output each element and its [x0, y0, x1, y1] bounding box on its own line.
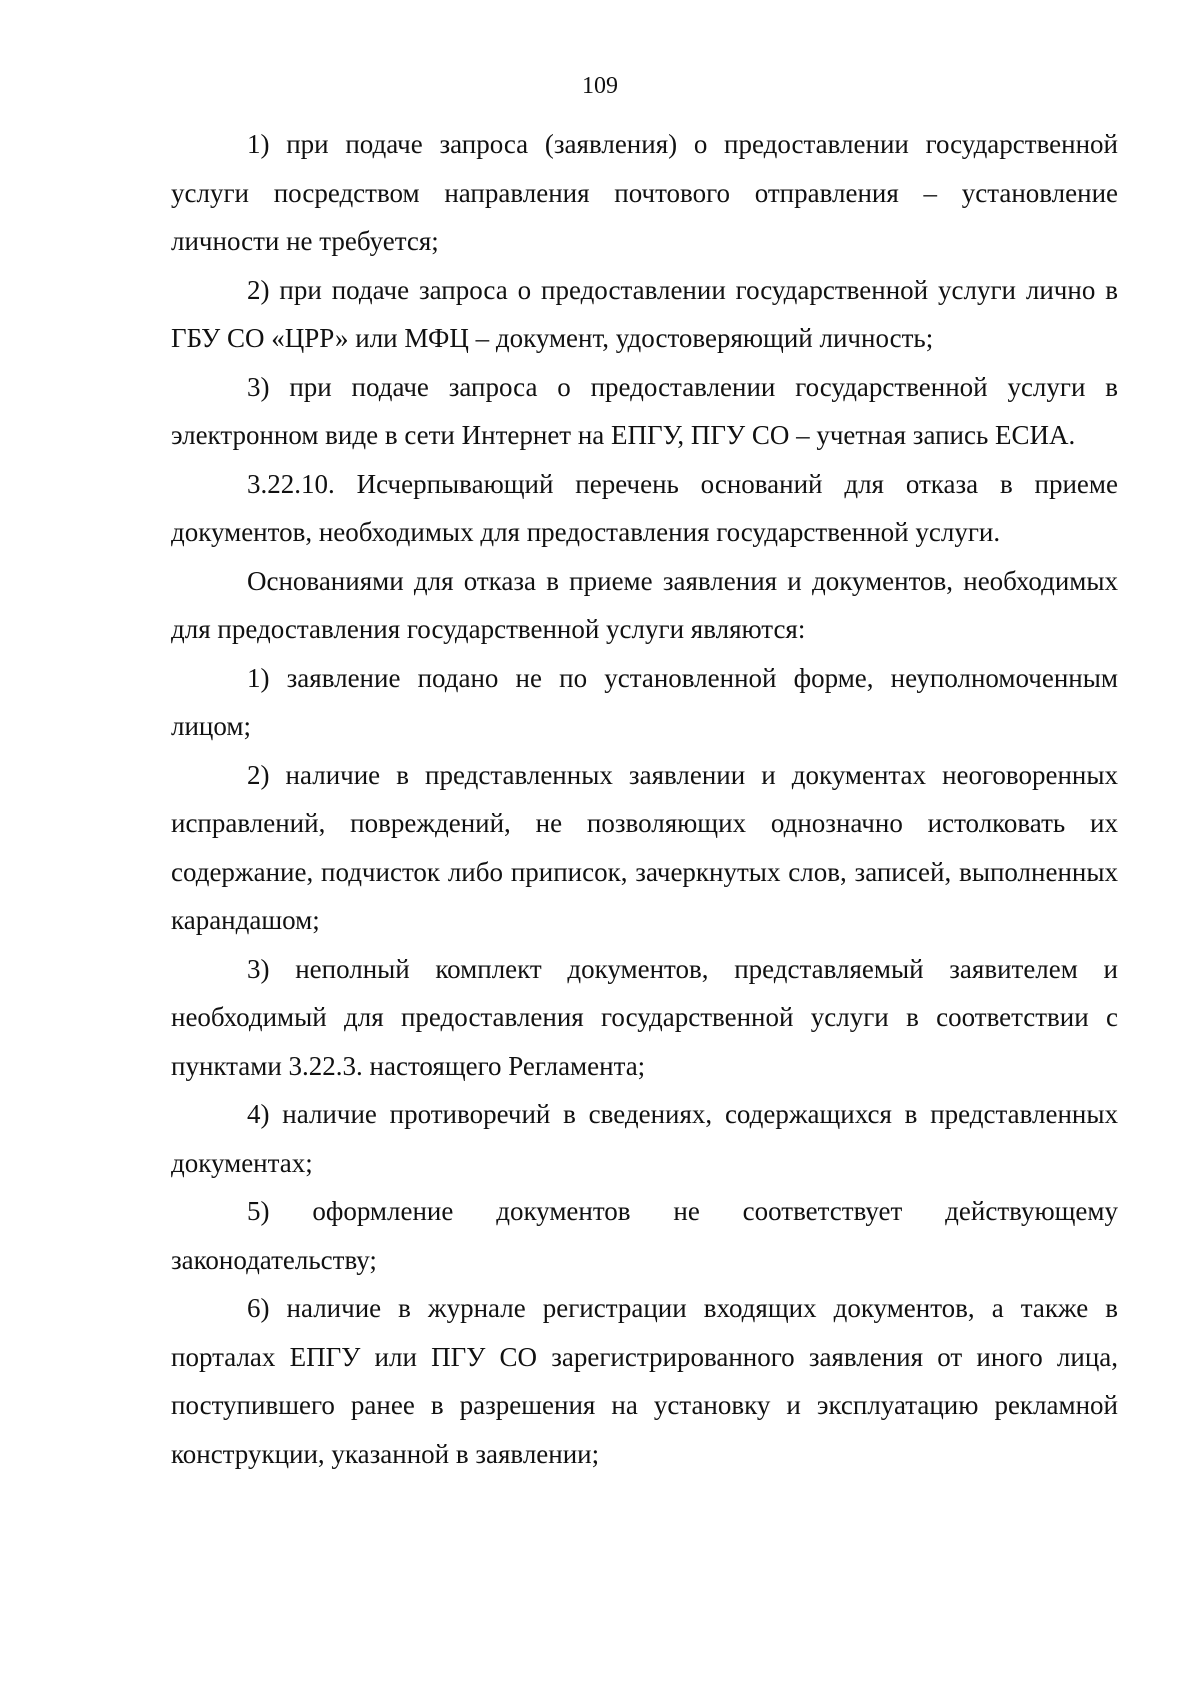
paragraph-identity-electronic: 3) при подаче запроса о предоставлении государственной услуги в электронном виде в сети Интернет на ЕПГУ, ПГУ СО – учетная запись ЕСИА.: [171, 371, 1118, 450]
refusal-ground-1: 1) заявление подано не по установленной форме, неуполномоченным лицом;: [171, 662, 1118, 741]
paragraph-identity-by-mail: 1) при подаче запроса (заявления) о предоставлении государственной услуги посредством направления почтового отправления – установление личности не требуется;: [171, 129, 1118, 256]
refusal-ground-2: 2) наличие в представленных заявлении и документах неоговоренных исправлений, повреждений, не позволяющих однозначно истолковать их содержание, подчисток либо приписок, зачеркнутых слов, записей, выполненных карандашом;: [171, 759, 1118, 935]
refusal-ground-6: 6) наличие в журнале регистрации входящих документов, а также в порталах ЕПГУ или ПГУ СО зарегистрированного заявления от иного лица, поступившего ранее в разрешения на установку и эксплуатацию рекламной конструкции, указанной в заявлении;: [171, 1293, 1118, 1469]
section-3-22-10-heading: 3.22.10. Исчерпывающий перечень оснований для отказа в приеме документов, необходимых для предоставления государственной услуги.: [171, 468, 1118, 547]
refusal-ground-4: 4) наличие противоречий в сведениях, содержащихся в представленных документах;: [171, 1099, 1118, 1178]
refusal-ground-5: 5) оформление документов не соответствует действующему законодательству;: [171, 1196, 1118, 1275]
paragraph-identity-in-person: 2) при подаче запроса о предоставлении государственной услуги лично в ГБУ СО «ЦРР» или МФЦ – документ, удостоверяющий личность;: [171, 274, 1118, 353]
page-number: 109: [582, 73, 618, 99]
document-body: [171, 120, 1118, 1478]
refusal-ground-3: 3) неполный комплект документов, представляемый заявителем и необходимый для предоставления государственной услуги в соответствии с пунктами 3.22.3. настоящего Регламента;: [171, 953, 1118, 1081]
paragraph-refusal-grounds-intro: Основаниями для отказа в приеме заявления и документов, необходимых для предоставления государственной услуги являются:: [171, 565, 1118, 644]
